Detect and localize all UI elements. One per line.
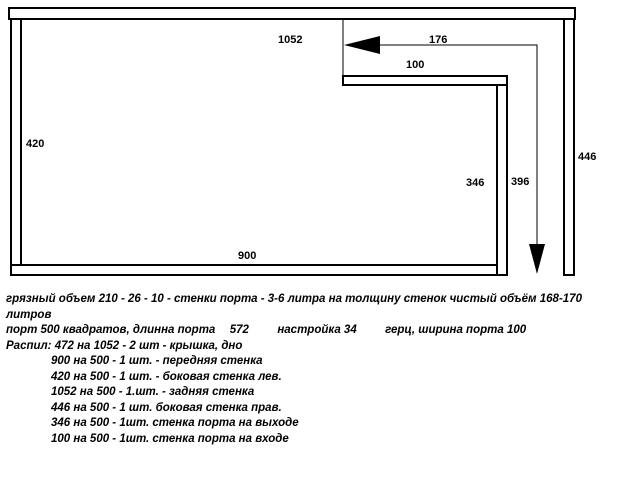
port-top-wall	[343, 76, 507, 85]
dim-right-height: 446	[578, 151, 597, 163]
dim-port-depth: 396	[511, 176, 530, 188]
dim-top-length: 1052	[278, 34, 303, 46]
airflow-line	[378, 45, 537, 244]
port-width-text: герц, ширина порта 100	[385, 324, 527, 336]
cut-item: 346 на 500 - 1шт. стенка порта на выходе	[51, 417, 299, 429]
port-note	[6, 323, 636, 339]
volume-note-cont: литров	[6, 308, 52, 321]
cut-header: Распил: 472 на 1052 - 2 шт - крышка, дно	[6, 339, 243, 352]
bottom-wall	[11, 265, 497, 275]
dim-left-height: 420	[26, 138, 45, 150]
dim-port-inlet-width: 100	[406, 59, 425, 71]
notes-block	[6, 292, 636, 447]
cut-item: 446 на 500 - 1 шт. боковая стенка прав.	[51, 401, 282, 414]
dim-port-top: 176	[429, 34, 448, 46]
port-length-value: 572	[229, 324, 249, 336]
dim-port-wall-height: 346	[466, 177, 485, 189]
cut-item: 420 на 500 - 1 шт. - боковая стенка лев.	[51, 370, 282, 383]
left-wall	[11, 19, 21, 275]
cut-item: 100 на 500 - 1шт. стенка порта на входе	[51, 432, 289, 445]
dim-bottom-length: 900	[238, 250, 257, 262]
tuning-text: настройка 34	[277, 324, 357, 336]
port-area-text: порт 500 квадратов, длинна порта	[6, 324, 216, 336]
right-wall	[564, 19, 574, 275]
port-wall	[497, 76, 507, 275]
cut-item: 900 на 500 - 1 шт. - передняя стенка	[51, 355, 263, 367]
cut-item: 1052 на 500 - 1.шт. - задняя стенка	[51, 386, 255, 398]
volume-note: грязный объем 210 - 26 - 10 - стенки порта - 3-6 литра на толщину стенок чистый объём 168-170	[6, 293, 582, 305]
airflow-arrow-left	[344, 36, 380, 54]
top-wall	[9, 8, 575, 19]
airflow-arrow-down	[529, 244, 545, 274]
